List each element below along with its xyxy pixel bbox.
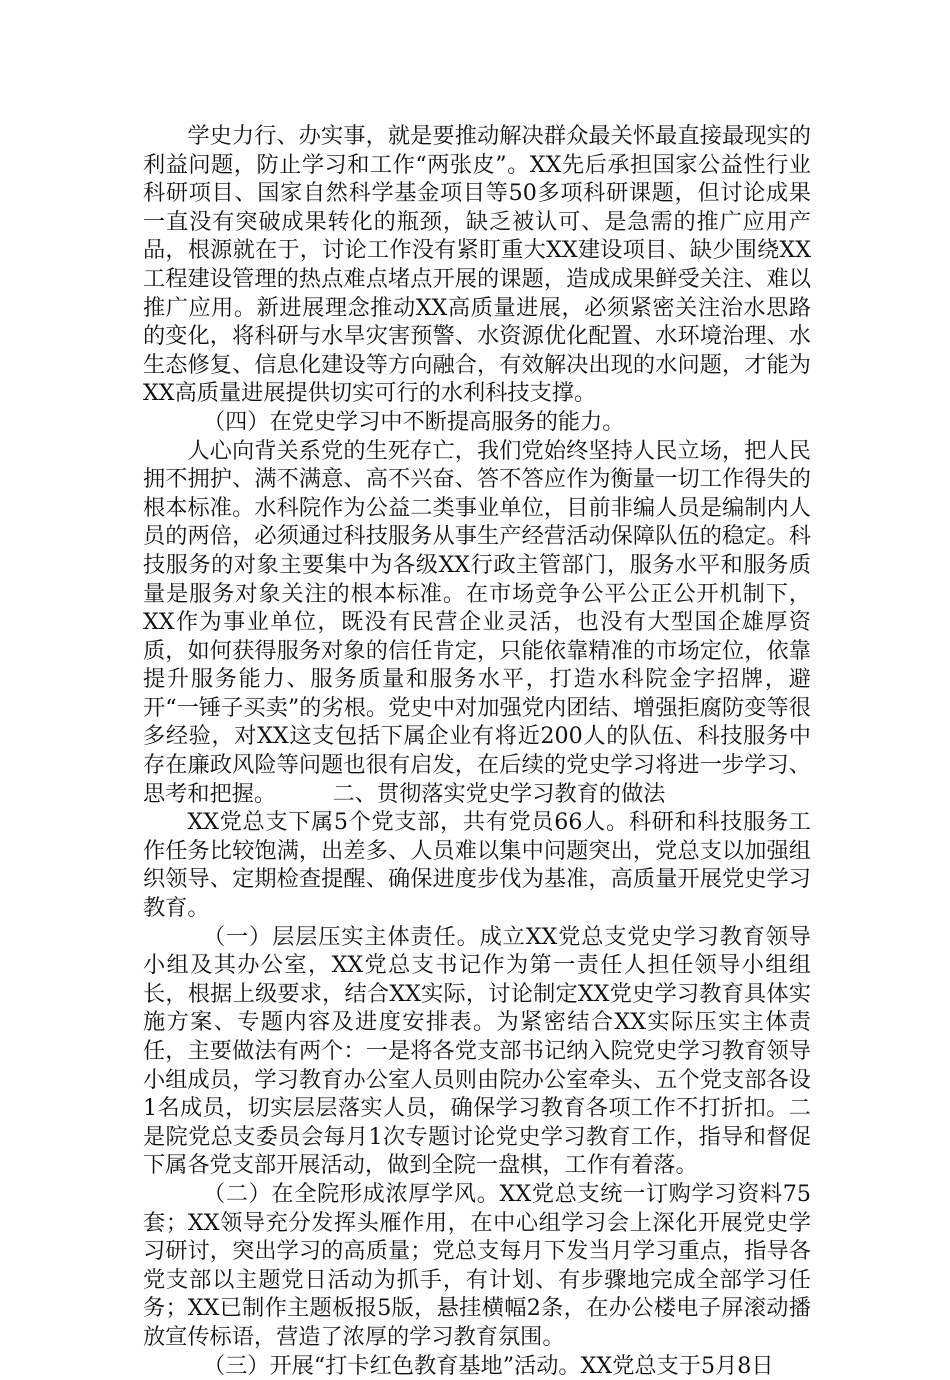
section-heading-3: （三）开展“打卡红色教育基地”活动。XX党总支于5月8日: [202, 1352, 774, 1379]
paragraph-service-text: 人心向背关系党的生死存亡，我们党始终坚持人民立场，把人民拥不拥护、满不满意、高不兴奋、答不答应作为衡量一切工作得失的根本标准。水科院作为公益二类事业单位，目前非编人员是编制内人员的两倍，必须通过科技服务从事生产经营活动保障队伍的稳定。科技服务的对象主要集中为各级XX行政主管部门，服务水平和服务质量是服务对象关注的根本标准。在市场竞争公平公正公开机制下，XX作为事业单位，既没有民营企业灵活，也没有大型国企雄厚资质，如何获得服务对象的信任肯定，只能依靠精准的市场定位，依靠提升服务能力、服务质量和服务水平，打造水科院金字招牌，避开“一锤子买卖”的劣根。党史中对加强党内团结、增强拒腐防变等很多经验，对XX这支包括下属企业有将近200人的队伍、科技服务中存在廉政风险等问题也很有启发，在后续的党史学习将进一步学习、思考和把握。: [143, 437, 811, 807]
section-heading-1: （一）层层压实主体责任。成立XX党总支党史学习教育领导小组及其办公室，XX党总支书记作为第一责任人担任领导小组组长，根据上级要求，结合XX实际，讨论制定XX党史学习教育具体实施方案、专题内容及进度安排表。为紧密结合XX实际压实主体责任，主要做法有两个：一是将各党支部书记纳入院党史学习教育领导小组成员，学习教育办公室人员则由院办公室牵头、五个党支部各设1名成员，切实层层落实人员，确保学习教育各项工作不打折扣。二是院党总支委员会每月1次专题讨论党史学习教育工作，指导和督促下属各党支部开展活动，做到全院一盘棋，工作有着落。: [143, 923, 811, 1179]
chapter-heading-2: 二、贯彻落实党史学习教育的做法: [332, 780, 666, 807]
chapter-heading-2-spacer: [276, 781, 332, 807]
section-heading-4: （四）在党史学习中不断提高服务的能力。: [202, 408, 625, 435]
paragraph-service: [143, 437, 811, 809]
paragraph-overview: XX党总支下属5个党支部，共有党员66人。科研和科技服务工作任务比较饱满，出差多、人员难以集中问题突出，党总支以加强组织领导、定期检查提醒、确保进度步伐为基准，高质量开展党史学习教育。: [143, 809, 811, 922]
section-heading-2: （二）在全院形成浓厚学风。XX党总支统一订购学习资料75套；XX领导充分发挥头雁作用，在中心组学习会上深化开展党史学习研讨，突出学习的高质量；党总支每月下发当月学习重点，指导各党支部以主题党日活动为抓手，有计划、有步骤地完成全部学习任务；XX已制作主题板报5版，悬挂横幅2条，在办公楼电子屏滚动播放宣传标语，营造了浓厚的学习教育氛围。: [143, 1180, 811, 1350]
document-page: [143, 122, 811, 1380]
paragraph-practice: 学史力行、办实事，就是要推动解决群众最关怀最直接最现实的利益问题，防止学习和工作“两张皮”。XX先后承担国家公益性行业科研项目、国家自然科学基金项目等50多项科研课题，但讨论成果一直没有突破成果转化的瓶颈，缺乏被认可、是急需的推广应用产品，根源就在于，讨论工作没有紧盯重大XX建设项目、缺少围绕XX工程建设管理的热点难点堵点开展的课题，造成成果鲜受关注、难以推广应用。新进展理念推动XX高质量进展，必须紧密关注治水思路的变化，将科研与水旱灾害预警、水资源优化配置、水环境治理、水生态修复、信息化建设等方向融合，有效解决出现的水问题，才能为XX高质量进展提供切实可行的水利科技支撑。: [143, 123, 811, 407]
